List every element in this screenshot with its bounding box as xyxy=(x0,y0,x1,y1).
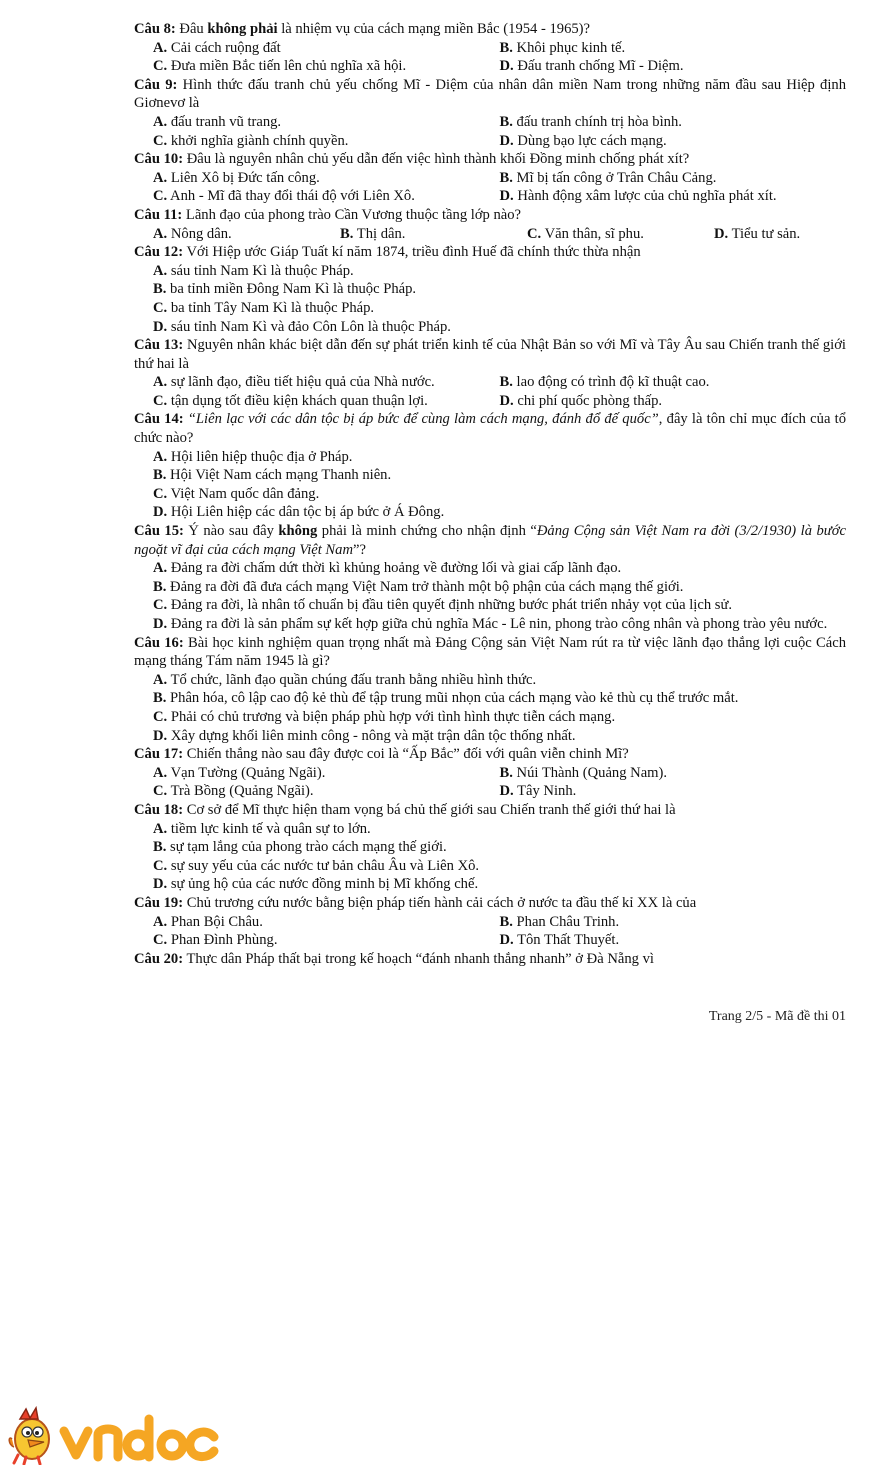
question-text: phải là minh chứng cho nhận định “ xyxy=(317,523,537,540)
vndoc-wordmark xyxy=(64,1419,214,1457)
answer-option xyxy=(134,838,846,857)
option-text: Phải có chủ trương và biện pháp phù hợp với tình hình thực tiễn cách mạng. xyxy=(167,708,616,725)
option-label: C. xyxy=(153,485,168,502)
answer-option xyxy=(153,931,500,950)
question-text: Với Hiệp ước Giáp Tuất kí năm 1874, triều đình Huế đã chính thức thừa nhận xyxy=(183,244,641,261)
question-text: không phải xyxy=(207,21,278,37)
option-row xyxy=(134,913,846,932)
option-row xyxy=(134,392,846,411)
option-text: Phan Châu Trinh. xyxy=(512,913,620,930)
option-text: Vạn Tường (Quảng Ngãi). xyxy=(167,764,326,781)
option-text: Phân hóa, cô lập cao độ kẻ thù để tập trung mũi nhọn của cách mạng vào kẻ thù cụ thể trước mắt. xyxy=(166,690,739,707)
option-text: Tây Ninh. xyxy=(513,783,577,800)
option-text: đấu tranh vũ trang. xyxy=(167,113,282,130)
option-label: C. xyxy=(153,932,168,949)
answer-option xyxy=(153,132,500,151)
answer-option xyxy=(134,875,846,894)
option-text: Việt Nam quốc dân đảng. xyxy=(167,485,320,502)
question-number: Câu 15: xyxy=(134,523,184,540)
question-text: Nguyên nhân khác biệt dẫn đến sự phát triển kinh tế của Nhật Bản so với Mĩ và Tây Âu sau Chiến tranh thế giới thứ hai là xyxy=(134,337,846,372)
answer-option xyxy=(153,187,500,206)
option-text: tiềm lực kinh tế và quân sự to lớn. xyxy=(167,820,371,837)
question-number: Câu 18: xyxy=(134,801,184,818)
option-label: A. xyxy=(153,225,168,242)
answer-option xyxy=(153,392,500,411)
option-text: Đấu tranh chống Mĩ - Diệm. xyxy=(513,58,684,75)
answer-option xyxy=(134,689,846,708)
vndoc-logo-image xyxy=(6,1405,221,1465)
option-text: Anh - Mĩ đã thay đổi thái độ với Liên Xô. xyxy=(167,188,415,205)
answer-option xyxy=(134,596,846,615)
option-text: Văn thân, sĩ phu. xyxy=(541,225,644,242)
answer-option xyxy=(153,764,500,783)
option-label: C. xyxy=(153,132,168,149)
answer-option xyxy=(500,39,847,58)
question-text: Lãnh đạo của phong trào Cần Vương thuộc tầng lớp nào? xyxy=(182,206,522,223)
option-label: C. xyxy=(153,58,168,75)
answer-option xyxy=(134,485,846,504)
option-label: A. xyxy=(153,764,168,781)
exam-content xyxy=(134,20,846,968)
question-text: không xyxy=(278,523,318,540)
answer-option xyxy=(500,132,847,151)
option-label: C. xyxy=(153,708,168,725)
question-text: Đâu xyxy=(175,21,208,37)
answer-option xyxy=(500,169,847,188)
question-text: là nhiệm vụ của cách mạng miền Bắc (1954 - 1965)? xyxy=(277,21,591,37)
option-text: đấu tranh chính trị hòa bình. xyxy=(512,113,682,130)
option-label: A. xyxy=(153,262,168,279)
answer-option xyxy=(134,318,846,337)
answer-option xyxy=(134,299,846,318)
question-stem xyxy=(134,801,846,820)
question-text: Chủ trương cứu nước bằng biện pháp tiến hành cải cách ở nước ta đầu thế kỉ XX là của xyxy=(183,894,697,911)
option-text: Hội liên hiệp thuộc địa ở Pháp. xyxy=(167,448,353,465)
option-label: D. xyxy=(499,58,514,75)
option-label: A. xyxy=(153,169,168,186)
option-label: D. xyxy=(153,504,168,521)
answer-option xyxy=(500,764,847,783)
answer-option xyxy=(153,39,500,58)
page-footer: Trang 2/5 - Mã đề thi 01 xyxy=(708,1009,846,1024)
question-stem xyxy=(134,950,846,969)
option-label: B. xyxy=(153,839,167,856)
option-text: Hội Việt Nam cách mạng Thanh niên. xyxy=(166,467,392,484)
option-text: sáu tỉnh Nam Kì và đảo Côn Lôn là thuộc Pháp. xyxy=(167,318,451,335)
answer-option xyxy=(500,57,847,76)
question-number: Câu 11: xyxy=(134,206,183,223)
option-text: Nông dân. xyxy=(167,225,232,242)
option-text: Phan Đình Phùng. xyxy=(167,932,278,949)
answer-option xyxy=(500,913,847,932)
question-text: Thực dân Pháp thất bại trong kế hoạch “đánh nhanh thắng nhanh” ở Đà Nẵng vì xyxy=(183,950,654,967)
option-text: ba tỉnh Tây Nam Kì là thuộc Pháp. xyxy=(167,299,375,316)
option-row xyxy=(134,931,846,950)
answer-option xyxy=(134,615,846,634)
question-stem xyxy=(134,150,846,169)
option-text: Thị dân. xyxy=(353,225,406,242)
question-stem xyxy=(134,206,846,225)
question-number: Câu 10: xyxy=(134,151,184,168)
answer-option xyxy=(153,782,500,801)
option-label: C. xyxy=(153,392,168,409)
question-text: Cơ sở để Mĩ thực hiện tham vọng bá chủ thế giới sau Chiến tranh thế giới thứ hai là xyxy=(183,801,676,818)
answer-option xyxy=(134,708,846,727)
option-label: D. xyxy=(153,876,168,893)
option-label: B. xyxy=(499,169,513,186)
vndoc-logo xyxy=(6,1405,221,1465)
option-text: Đảng ra đời đã đưa cách mạng Việt Nam trở thành một bộ phận của cách mạng thế giới. xyxy=(166,578,684,595)
answer-option xyxy=(134,280,846,299)
question-stem xyxy=(134,522,846,559)
answer-option xyxy=(500,113,847,132)
answer-option xyxy=(134,262,846,281)
option-row xyxy=(134,132,846,151)
option-text: Đảng ra đời, là nhân tố chuẩn bị đầu tiên quyết định những bước phát triển nhảy vọt của lịch sử. xyxy=(167,597,733,614)
option-text: Tổ chức, lãnh đạo quần chúng đấu tranh bằng nhiều hình thức. xyxy=(167,671,537,688)
answer-option xyxy=(340,225,527,244)
question-stem xyxy=(134,894,846,913)
option-text: Xây dựng khối liên minh công - nông và mặt trận dân tộc thống nhất. xyxy=(167,727,576,744)
option-label: C. xyxy=(527,225,542,242)
question-text: , đây là tôn chỉ mục đích của tổ chức nào? xyxy=(134,411,846,447)
option-text: Đảng ra đời là sản phẩm sự kết hợp giữa chủ nghĩa Mác - Lê nin, phong trào công nhân và phong trào yêu nước. xyxy=(167,616,828,632)
option-label: B. xyxy=(340,225,354,242)
question-text: Bài học kinh nghiệm quan trọng nhất mà Đảng Cộng sản Việt Nam rút ra từ việc lãnh đạo thắng lợi cuộc Cách mạng tháng Tám năm 1945 là gì? xyxy=(134,634,846,670)
option-text: Liên Xô bị Đức tấn công. xyxy=(167,169,320,186)
answer-option xyxy=(134,857,846,876)
option-row xyxy=(134,39,846,58)
option-label: B. xyxy=(499,39,513,56)
question-number: Câu 12: xyxy=(134,244,184,261)
answer-option xyxy=(134,671,846,690)
option-label: D. xyxy=(499,188,514,205)
chicken-mascot-icon xyxy=(9,1408,49,1464)
option-text: sáu tỉnh Nam Kì là thuộc Pháp. xyxy=(167,262,354,279)
option-text: Dùng bạo lực cách mạng. xyxy=(513,132,667,149)
answer-option xyxy=(500,373,847,392)
option-text: Cải cách ruộng đất xyxy=(167,39,281,56)
option-text: Tôn Thất Thuyết. xyxy=(513,932,620,949)
question-number: Câu 9: xyxy=(134,76,178,93)
option-label: B. xyxy=(499,764,513,781)
answer-option xyxy=(500,392,847,411)
question-number: Câu 14: xyxy=(134,411,184,428)
option-text: ba tỉnh miền Đông Nam Kì là thuộc Pháp. xyxy=(166,281,417,298)
question-number: Câu 17: xyxy=(134,746,184,763)
question-number: Câu 13: xyxy=(134,337,184,354)
option-text: tận dụng tốt điều kiện khách quan thuận lợi. xyxy=(167,392,428,409)
option-text: Trà Bồng (Quảng Ngãi). xyxy=(167,783,314,800)
option-row xyxy=(134,764,846,783)
option-text: lao động có trình độ kĩ thuật cao. xyxy=(512,374,710,391)
question-text: ”? xyxy=(353,541,366,558)
option-text: Núi Thành (Quảng Nam). xyxy=(512,764,668,781)
option-text: Phan Bội Châu. xyxy=(167,913,263,930)
option-text: sự ủng hộ của các nước đồng minh bị Mĩ khống chế. xyxy=(167,876,479,893)
option-label: A. xyxy=(153,113,168,130)
option-label: D. xyxy=(499,783,514,800)
option-text: sự suy yếu của các nước tư bản châu Âu và Liên Xô. xyxy=(167,857,480,874)
option-text: Đưa miền Bắc tiến lên chủ nghĩa xã hội. xyxy=(167,58,407,75)
option-label: D. xyxy=(714,225,729,242)
answer-option xyxy=(714,225,800,244)
option-label: B. xyxy=(499,913,513,930)
option-label: D. xyxy=(153,318,168,335)
option-label: D. xyxy=(153,727,168,744)
option-label: A. xyxy=(153,560,168,577)
option-text: sự lãnh đạo, điều tiết hiệu quả của Nhà nước. xyxy=(167,374,435,391)
answer-option xyxy=(153,57,500,76)
answer-option xyxy=(153,225,340,244)
answer-option xyxy=(134,503,846,522)
option-text: Tiểu tư sản. xyxy=(728,225,801,242)
question-text: Đâu là nguyên nhân chủ yếu dẫn đến việc hình thành khối Đồng minh chống phát xít? xyxy=(183,151,690,168)
option-row xyxy=(134,169,846,188)
option-text: Khôi phục kinh tế. xyxy=(512,39,626,56)
answer-option xyxy=(134,578,846,597)
option-row xyxy=(134,57,846,76)
option-label: B. xyxy=(499,374,513,391)
option-row xyxy=(134,782,846,801)
option-text: khởi nghĩa giành chính quyền. xyxy=(167,132,349,149)
answer-option xyxy=(134,466,846,485)
option-label: B. xyxy=(153,281,167,298)
answer-option xyxy=(134,727,846,746)
option-row xyxy=(134,373,846,392)
answer-option xyxy=(527,225,714,244)
answer-option xyxy=(500,931,847,950)
option-label: C. xyxy=(153,188,168,205)
option-text: Mĩ bị tấn công ở Trân Châu Cảng. xyxy=(512,169,717,186)
option-text: Hội Liên hiệp các dân tộc bị áp bức ở Á Đông. xyxy=(167,504,445,521)
answer-option xyxy=(153,373,500,392)
answer-option xyxy=(153,169,500,188)
question-stem xyxy=(134,76,846,113)
option-label: B. xyxy=(499,113,513,130)
option-label: A. xyxy=(153,39,168,56)
option-label: A. xyxy=(153,820,168,837)
option-label: A. xyxy=(153,913,168,930)
option-label: D. xyxy=(499,132,514,149)
option-text: Đảng ra đời chấm dứt thời kì khủng hoảng về đường lối và giai cấp lãnh đạo. xyxy=(167,560,622,577)
option-label: C. xyxy=(153,299,168,316)
option-label: D. xyxy=(499,392,514,409)
option-label: C. xyxy=(153,783,168,800)
question-stem xyxy=(134,410,846,447)
option-text: Hành động xâm lược của chủ nghĩa phát xít. xyxy=(513,188,777,205)
option-label: B. xyxy=(153,578,167,595)
question-text: “Liên lạc với các dân tộc bị áp bức để cùng làm cách mạng, đánh đổ đế quốc” xyxy=(183,411,659,428)
option-row xyxy=(134,187,846,206)
question-text: Chiến thắng nào sau đây được coi là “Ấp Bắc” đối với quân viễn chinh Mĩ? xyxy=(183,746,629,763)
question-stem xyxy=(134,243,846,262)
option-label: B. xyxy=(153,690,167,707)
option-label: D. xyxy=(153,616,168,632)
answer-option xyxy=(134,448,846,467)
option-row xyxy=(134,225,846,244)
question-number: Câu 20: xyxy=(134,950,184,967)
answer-option xyxy=(500,782,847,801)
option-row xyxy=(134,113,846,132)
question-text: Đảng Cộng sản Việt Nam ra đời (3/2/1930) là bước ngoặt vĩ đại của cách mạng Việt Nam xyxy=(134,523,846,558)
question-stem xyxy=(134,634,846,671)
question-number: Câu 8: xyxy=(134,21,176,37)
question-stem xyxy=(134,20,846,39)
answer-option xyxy=(153,913,500,932)
option-label: C. xyxy=(153,857,168,874)
answer-option xyxy=(153,113,500,132)
option-label: A. xyxy=(153,448,168,465)
answer-option xyxy=(500,187,847,206)
option-text: sự tạm lắng của phong trào cách mạng thế giới. xyxy=(166,839,447,856)
option-label: A. xyxy=(153,374,168,391)
answer-option xyxy=(134,559,846,578)
answer-option xyxy=(134,820,846,839)
option-label: B. xyxy=(153,467,167,484)
option-label: A. xyxy=(153,671,168,688)
question-stem xyxy=(134,745,846,764)
option-text: chi phí quốc phòng thấp. xyxy=(513,392,663,409)
question-stem xyxy=(134,336,846,373)
option-label: D. xyxy=(499,932,514,949)
question-number: Câu 16: xyxy=(134,634,184,651)
question-text: Hình thức đấu tranh chủ yếu chống Mĩ - Diệm của nhân dân miền Nam trong những năm đầu sau Hiệp định Giơnevơ là xyxy=(134,76,846,112)
question-text: Ý nào sau đây xyxy=(183,523,279,540)
option-label: C. xyxy=(153,597,168,614)
question-number: Câu 19: xyxy=(134,894,184,911)
